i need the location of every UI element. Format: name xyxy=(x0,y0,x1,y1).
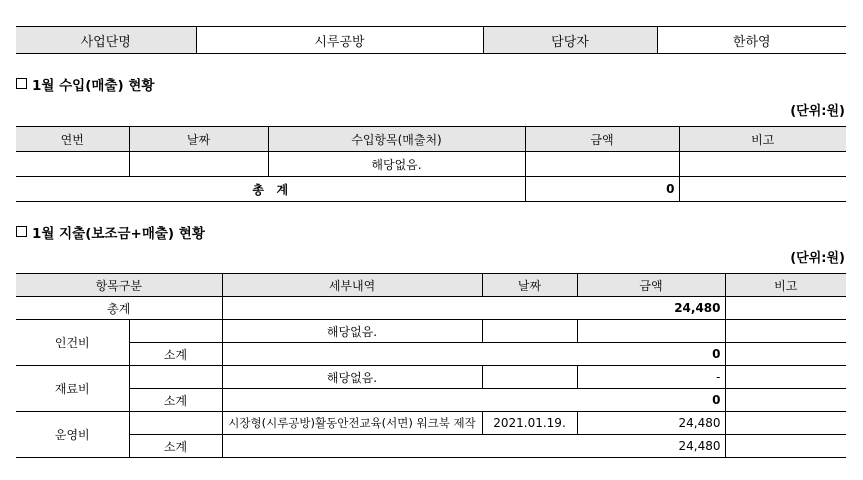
project-info-table xyxy=(16,26,846,54)
expense-unit-label: (단위:원) xyxy=(790,251,845,266)
income-total-note xyxy=(679,177,846,202)
project-name-label: 사업단명 xyxy=(16,27,196,54)
expense-detail: 해당없음. xyxy=(222,320,482,343)
expense-subcell xyxy=(129,366,222,389)
income-empty-text: 해당없음. xyxy=(268,152,525,177)
expense-category-name: 인건비 xyxy=(16,320,129,366)
income-header-row xyxy=(16,127,846,152)
expense-subtotal-value: 0 xyxy=(222,343,725,366)
income-total-row xyxy=(16,177,846,202)
expense-date: 2021.01.19. xyxy=(482,412,577,435)
expense-date xyxy=(482,320,577,343)
income-section-title: 1월 수입(매출) 현황 xyxy=(16,74,154,94)
expense-note xyxy=(725,435,846,458)
expense-note xyxy=(725,366,846,389)
expense-category-name: 재료비 xyxy=(16,366,129,412)
income-cell-no xyxy=(16,152,129,177)
expense-subtotal-label: 소계 xyxy=(129,343,222,366)
income-header-note: 비고 xyxy=(679,127,846,152)
expense-subtotal-row xyxy=(16,343,846,366)
table-row xyxy=(16,366,846,389)
table-row xyxy=(16,412,846,435)
expense-subtotal-value: 0 xyxy=(222,389,725,412)
expense-detail: 시장형(시루공방)활동안전교육(서면) 워크북 제작 xyxy=(222,412,482,435)
expense-header-amount: 금액 xyxy=(577,274,725,297)
expense-grand-total-label: 총계 xyxy=(16,297,222,320)
manager-value: 한하영 xyxy=(657,27,846,54)
project-name-value: 시루공방 xyxy=(196,27,483,54)
expense-subcell xyxy=(129,320,222,343)
expense-header-date: 날짜 xyxy=(482,274,577,297)
income-header-item: 수입항목(매출처) xyxy=(268,127,525,152)
expense-header-category: 항목구분 xyxy=(16,274,222,297)
expense-header-row xyxy=(16,274,846,297)
expense-amount: 24,480 xyxy=(577,412,725,435)
checkbox-square-icon xyxy=(16,226,27,237)
expense-subtotal-label: 소계 xyxy=(129,389,222,412)
income-header-date: 날짜 xyxy=(129,127,268,152)
income-unit-label: (단위:원) xyxy=(790,104,845,119)
income-table xyxy=(16,126,846,202)
expense-grand-total-note xyxy=(725,297,846,320)
expense-note xyxy=(725,412,846,435)
expense-detail: 해당없음. xyxy=(222,366,482,389)
expense-grand-total-value: 24,480 xyxy=(222,297,725,320)
income-total-label: 총 계 xyxy=(16,177,525,202)
income-cell-amount xyxy=(525,152,679,177)
expense-subcell xyxy=(129,412,222,435)
expense-note xyxy=(725,320,846,343)
expense-date xyxy=(482,366,577,389)
table-row xyxy=(16,152,846,177)
expense-subtotal-row xyxy=(16,435,846,458)
expense-section-title: 1월 지출(보조금+매출) 현황 xyxy=(16,222,205,242)
income-header-amount: 금액 xyxy=(525,127,679,152)
income-cell-note xyxy=(679,152,846,177)
income-total-value: 0 xyxy=(525,177,679,202)
expense-note xyxy=(725,389,846,412)
expense-table xyxy=(16,273,846,458)
expense-header-note: 비고 xyxy=(725,274,846,297)
expense-header-detail: 세부내역 xyxy=(222,274,482,297)
checkbox-square-icon xyxy=(16,78,27,89)
expense-subtotal-value: 24,480 xyxy=(222,435,725,458)
expense-category-name: 운영비 xyxy=(16,412,129,458)
manager-label: 담당자 xyxy=(483,27,657,54)
expense-grand-total-row xyxy=(16,297,846,320)
expense-amount xyxy=(577,320,725,343)
expense-note xyxy=(725,343,846,366)
expense-subtotal-row xyxy=(16,389,846,412)
expense-subtotal-label: 소계 xyxy=(129,435,222,458)
table-row xyxy=(16,320,846,343)
income-header-no: 연번 xyxy=(16,127,129,152)
income-cell-date xyxy=(129,152,268,177)
expense-amount: - xyxy=(577,366,725,389)
